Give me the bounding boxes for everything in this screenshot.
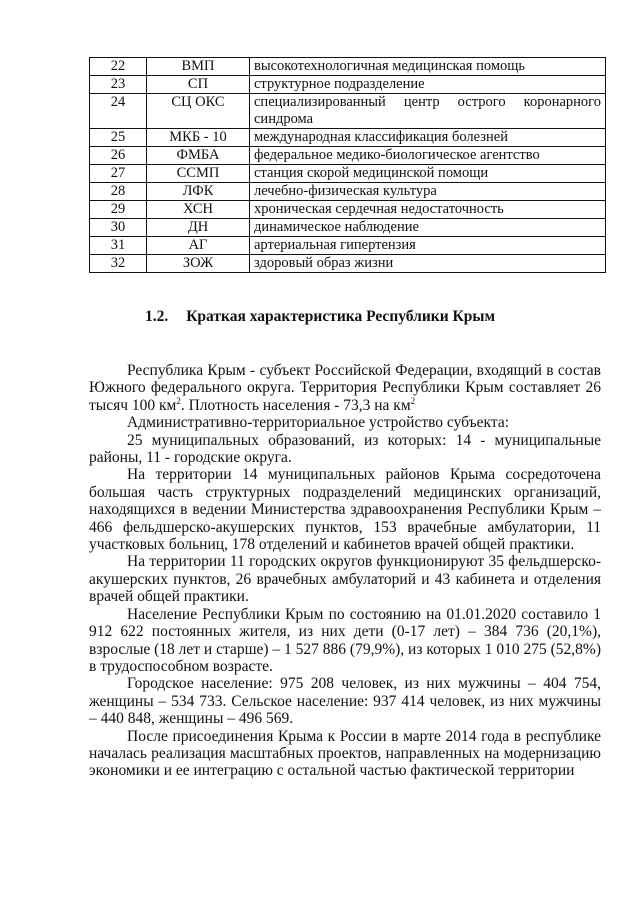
row-number: 32 (90, 255, 147, 273)
abbreviation-description: специализированный центр острого коронарного синдрома (250, 94, 606, 129)
table-row (90, 94, 606, 129)
section-heading (0, 308, 640, 326)
paragraph-urban-rural: Городское население: 975 208 человек, из них мужчины – 404 754, женщины – 534 733. Сельское население: 937 414 человек, из них мужчины – 440 848, женщины – 496 569. (89, 675, 601, 728)
abbreviation-code: ЗОЖ (147, 255, 250, 273)
abbreviation-description: здоровый образ жизни (250, 255, 606, 273)
abbreviation-code: СП (147, 76, 250, 94)
abbreviation-description: хроническая сердечная недостаточность (250, 201, 606, 219)
table-row (90, 147, 606, 165)
table-row (90, 201, 606, 219)
table-row (90, 183, 606, 201)
paragraph-districts: На территории 14 муниципальных районов Крыма сосредоточена большая часть структурных подразделений медицинских организаций, находящихся в ведении Министерства здравоохранения Республики Крым – 466 фельдшерско-акушерских пунктов, 153 врачебные амбулатории, 11 участковых больниц, 178 отделений и кабинетов врачей общей практики. (89, 466, 601, 554)
paragraph-municipalities: 25 муниципальных образований, из которых: 14 - муниципальные районы, 11 - городские округа. (89, 431, 601, 467)
abbreviation-code: СЦ ОКС (147, 94, 250, 129)
abbreviation-code: АГ (147, 237, 250, 255)
abbreviation-code: ЛФК (147, 183, 250, 201)
superscript-area: 2 (176, 395, 181, 406)
paragraph-territory-text-a: Республика Крым - субъект Российской Федерации, входящий в состав Южного федерального округа. Территория Республики Крым составляет 26 тысяч 100 км (89, 362, 601, 414)
row-number: 22 (90, 58, 147, 76)
row-number: 23 (90, 76, 147, 94)
paragraph-territory-text-b: . Плотность населения - 73,3 на км (180, 396, 411, 414)
abbreviation-description: артериальная гипертензия (250, 237, 606, 255)
row-number: 31 (90, 237, 147, 255)
abbreviations-table (89, 57, 606, 273)
abbreviation-code: ХСН (147, 201, 250, 219)
abbreviation-description: федеральное медико-биологическое агентство (250, 147, 606, 165)
table-row (90, 219, 606, 237)
paragraph-urban-districts: На территории 11 городских округов функционируют 35 фельдшерско-акушерских пунктов, 26 врачебных амбулаторий и 43 кабинета и отделения врачей общей практики. (89, 553, 601, 606)
abbreviation-description: структурное подразделение (250, 76, 606, 94)
row-number: 30 (90, 219, 147, 237)
row-number: 25 (90, 129, 147, 147)
section-number: 1.2. (144, 308, 169, 325)
abbreviations-table-body (90, 58, 606, 273)
table-row (90, 58, 606, 76)
table-row (90, 165, 606, 183)
abbreviation-description: лечебно-физическая культура (250, 183, 606, 201)
section-body (89, 362, 601, 780)
abbreviation-code: МКБ - 10 (147, 129, 250, 147)
abbreviation-code: ВМП (147, 58, 250, 76)
row-number: 26 (90, 147, 147, 165)
abbreviation-code: ДН (147, 219, 250, 237)
table-row (90, 129, 606, 147)
abbreviation-code: ССМП (147, 165, 250, 183)
table-row (90, 76, 606, 94)
table-row (90, 237, 606, 255)
abbreviation-description: станция скорой медицинской помощи (250, 165, 606, 183)
abbreviation-description: высокотехнологичная медицинская помощь (250, 58, 606, 76)
paragraph-projects: После присоединения Крыма к России в марте 2014 года в республике началась реализация масштабных проектов, направленных на модернизацию экономики и ее интеграцию с остальной частью фактической территории (89, 727, 601, 780)
paragraph-admin-structure: Административно-территориальное устройство субъекта: (127, 414, 510, 432)
abbreviation-code: ФМБА (147, 147, 250, 165)
abbreviation-description: динамическое наблюдение (250, 219, 606, 237)
paragraph-territory (89, 362, 601, 414)
table-row (90, 255, 606, 273)
superscript-density: 2 (410, 395, 416, 406)
paragraph-population: Население Республики Крым по состоянию на 01.01.2020 составило 1 912 622 постоянных жителя, из них дети (0-17 лет) – 384 736 (20,1%), взрослые (18 лет и старше) – 1 527 886 (79,9%), из которых 1 010 275 (52,8%) в трудоспособном возрасте. (89, 605, 601, 675)
abbreviation-description: международная классификация болезней (250, 129, 606, 147)
row-number: 29 (90, 201, 147, 219)
row-number: 27 (90, 165, 147, 183)
row-number: 28 (90, 183, 147, 201)
row-number: 24 (90, 94, 147, 129)
section-title: Краткая характеристика Республики Крым (186, 308, 496, 325)
